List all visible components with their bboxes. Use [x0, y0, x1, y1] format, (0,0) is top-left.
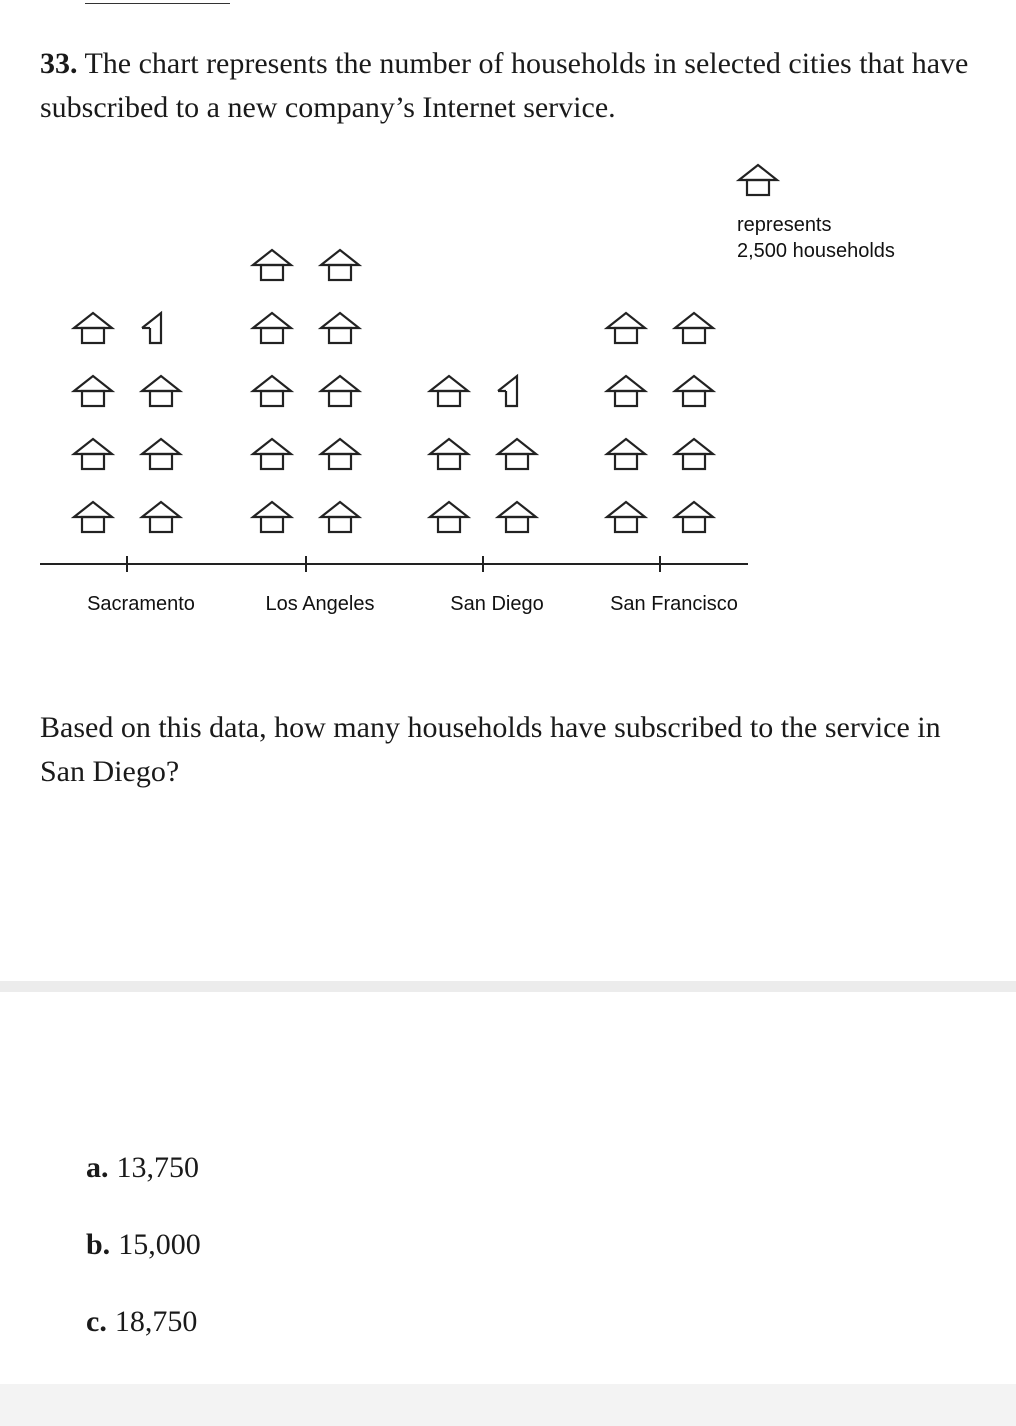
- category-label: Sacramento: [87, 593, 195, 615]
- legend-house-icon: [739, 165, 777, 195]
- house-icon: [430, 502, 468, 532]
- question-number: 33.: [40, 47, 78, 80]
- choice-c[interactable]: [86, 1302, 197, 1342]
- house-icon: [321, 502, 359, 532]
- house-icon: [498, 439, 536, 469]
- house-icon: [675, 439, 713, 469]
- section-divider: [0, 981, 1016, 992]
- house-icon: [74, 313, 112, 343]
- choice-a[interactable]: [86, 1148, 199, 1188]
- choice-text: 13,750: [116, 1151, 199, 1184]
- choice-letter: c.: [86, 1305, 107, 1338]
- house-icon: [142, 439, 180, 469]
- house-icon: [253, 439, 291, 469]
- footer-band: [0, 1384, 1016, 1426]
- choice-text: 15,000: [118, 1228, 201, 1261]
- house-icon: [321, 250, 359, 280]
- house-icon: [321, 376, 359, 406]
- house-icon: [74, 502, 112, 532]
- house-icon: [74, 376, 112, 406]
- question-text: [40, 42, 990, 130]
- choice-b[interactable]: [86, 1225, 201, 1265]
- house-icon: [607, 376, 645, 406]
- icons-layer: [74, 250, 713, 532]
- house-icon: [607, 439, 645, 469]
- labels-layer: [87, 593, 738, 615]
- half-house-icon: [498, 376, 517, 406]
- choice-letter: a.: [86, 1151, 109, 1184]
- house-icon: [142, 502, 180, 532]
- half-house-icon: [142, 313, 161, 343]
- top-rule: [85, 3, 230, 4]
- house-icon: [253, 376, 291, 406]
- house-icon: [74, 439, 112, 469]
- house-icon: [321, 313, 359, 343]
- category-label: San Francisco: [610, 593, 738, 615]
- legend-line-2: 2,500 households: [737, 240, 895, 262]
- house-icon: [321, 439, 359, 469]
- choice-text: 18,750: [114, 1305, 198, 1338]
- prompt-text: Based on this data, how many households have subscribed to the service in San Diego?: [40, 711, 941, 788]
- house-icon: [253, 313, 291, 343]
- pictograph-chart: [0, 150, 1016, 630]
- house-icon: [253, 502, 291, 532]
- house-icon: [607, 313, 645, 343]
- house-icon: [253, 250, 291, 280]
- house-icon: [675, 313, 713, 343]
- house-icon: [142, 376, 180, 406]
- category-label: Los Angeles: [265, 593, 375, 615]
- house-icon: [607, 502, 645, 532]
- question-body: The chart represents the number of households in selected cities that have subscribed to a new company’s Internet service.: [40, 47, 969, 124]
- house-icon: [498, 502, 536, 532]
- house-icon: [675, 376, 713, 406]
- house-icon: [430, 439, 468, 469]
- choice-letter: b.: [86, 1228, 111, 1261]
- house-icon: [675, 502, 713, 532]
- legend-line-1: represents: [737, 214, 832, 236]
- category-label: San Diego: [450, 593, 544, 615]
- house-icon: [430, 376, 468, 406]
- chart-svg: [0, 150, 1016, 630]
- legend: [737, 165, 895, 262]
